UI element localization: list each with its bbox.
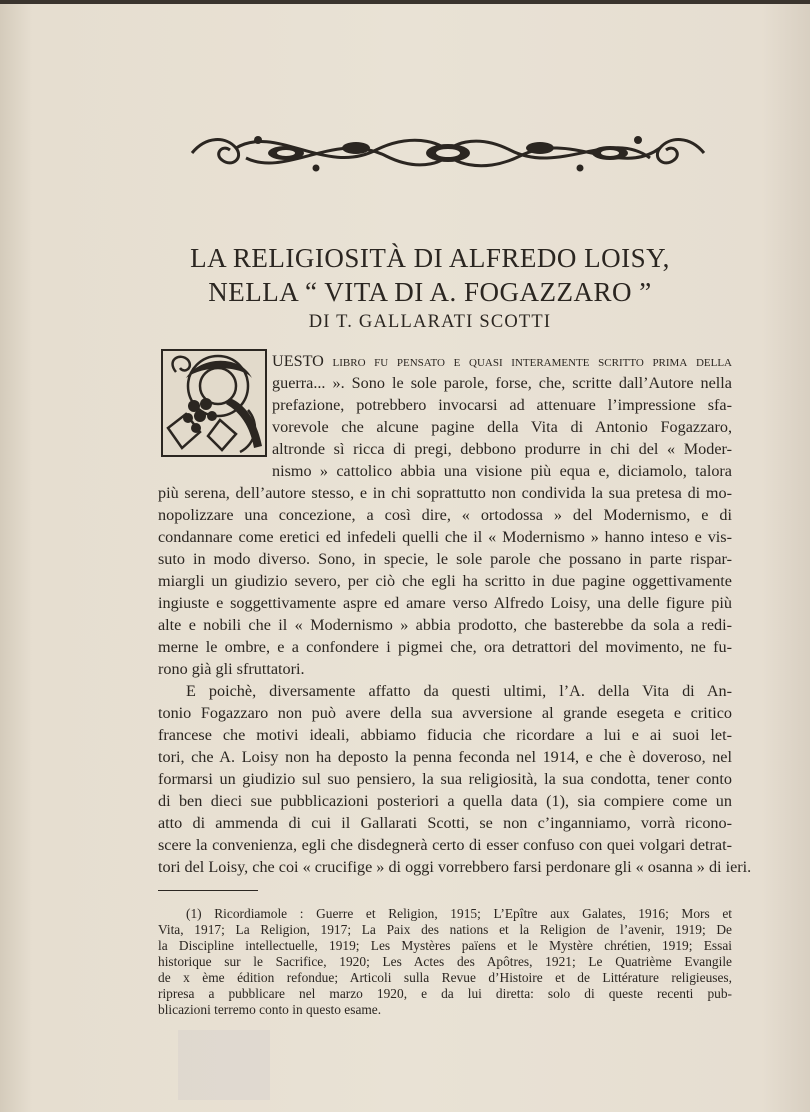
- footnote-line-4: historique sur le Sacrifice, 1920; Les Actes des Apôtres, 1921; Le Quatrième Evangile: [158, 954, 732, 969]
- body-line-6: nismo » cattolico abbia una visione più equa e, diciamolo, talora: [272, 462, 732, 480]
- body-line-7: più serena, dell’autore stesso, e in chi soprattutto non condivida la sua pretesa di mo-: [158, 484, 732, 502]
- title-line-2: NELLA “ VITA DI A. FOGAZZARO ”: [208, 277, 652, 307]
- decorated-initial-q-icon: [160, 348, 268, 458]
- body-line-9: condannare come eretici ed infedeli quelli che il « Modernismo » hanno inteso e vis-: [158, 528, 732, 546]
- author-byline: DI T. GALLARATI SCOTTI: [308, 312, 552, 332]
- body-line-23: scere la convenienza, egli che disdegnerà certo di esser confuso con quei volgari detrat-: [158, 836, 732, 854]
- body-line-8: nopolizzare una concezione, a così dire, « ortodossa » del Modernismo, e di: [158, 506, 732, 524]
- footnote-line-2: Vita, 1917; La Religion, 1917; La Paix des nations et la Religion de l’avenir, 1919; De: [158, 922, 732, 937]
- body-line-20: formarsi un giudizio sul suo pensiero, la sua religiosità, la sua condotta, tener conto: [158, 770, 732, 788]
- top-border: [0, 0, 810, 4]
- body-line-11: miargli un giudizio severo, per ciò che egli ha scritto in due pagine oggettivamente: [158, 572, 732, 590]
- footnote-rule: [158, 890, 258, 891]
- body-line-18: francese che motivi ideali, abbiamo fiducia che ricordare a lui e ai suoi let-: [158, 726, 732, 744]
- title-line-1: LA RELIGIOSITÀ DI ALFREDO LOISY,: [190, 243, 670, 273]
- paper-stain: [178, 1030, 270, 1100]
- body-line-1: [272, 350, 732, 372]
- body-line-4: vorevole che alcune pagine della Vita di Antonio Fogazzaro,: [272, 418, 732, 436]
- body-line-5: altronde sì ricca di pregi, debbono produrre in chi del « Moder-: [272, 440, 732, 458]
- body-line-17: tonio Fogazzaro non può avere della sua avversione al grande esegeta e critico: [158, 704, 732, 722]
- footnote-line-6: ripresa a pubblicare nel marzo 1920, e da lui diretta: solo di queste recenti pub-: [158, 986, 732, 1001]
- body-line-22: atto di ammenda di cui il Gallarati Scotti, se non c’inganniamo, vorrà ricono-: [158, 814, 732, 832]
- body-line-3: prefazione, potrebbero invocarsi ad attenuare l’impressione sfa-: [272, 396, 732, 414]
- body-line-21: di ben dieci sue pubblicazioni posteriori a quella data (1), sia compiere come un: [158, 792, 732, 810]
- body-line-10: suto in modo diverso. Sono, in specie, le sole parole che possano in parte rispar-: [158, 550, 732, 568]
- body-line-2: guerra... ». Sono le sole parole, forse, che, scritte dall’Autore nella: [272, 374, 732, 392]
- footnote-line-3: la Discipline intellectuelle, 1919; Les Mystères païens et le Mystère chrétien, 1919; Essai: [158, 938, 732, 953]
- body-line-13: alte e nobili che il « Modernismo » abbia prodotto, che basterebbe da sola a redi-: [158, 616, 732, 634]
- body-line-12: ingiuste e soggettivamente aspre ed amare verso Alfredo Loisy, una delle figure più: [158, 594, 732, 612]
- body-line-1-text: UESTO libro fu pensato e quasi interamente scritto prima della: [272, 352, 732, 370]
- body-line-14: merne le ombre, e a confondere i pigmei che, ora detrattori del movimento, ne fu-: [158, 638, 732, 656]
- footnote-line-1: (1) Ricordiamole : Guerre et Religion, 1915; L’Epître aux Galates, 1916; Mors et: [186, 906, 732, 921]
- body-line-24: tori del Loisy, che coi « crucifige » di oggi vorrebbero farsi perdonare gli « osanna » di ieri.: [158, 858, 752, 876]
- ornamental-header-icon: [186, 126, 710, 180]
- body-line-15: rono già gli sfruttatori.: [158, 660, 305, 678]
- body-line-19: tori, che A. Loisy non ha deposto la penna feconda nel 1914, e che è doveroso, nel: [158, 748, 732, 766]
- footnote-line-5: de x ème édition refondue; Articoli sulla Revue d’Histoire et de Littérature religieuses,: [158, 970, 732, 985]
- footnote-line-7: blicazioni terremo conto in questo esame.: [158, 1002, 382, 1017]
- body-line-16: E poichè, diversamente affatto da questi ultimi, l’A. della Vita di An-: [186, 682, 732, 700]
